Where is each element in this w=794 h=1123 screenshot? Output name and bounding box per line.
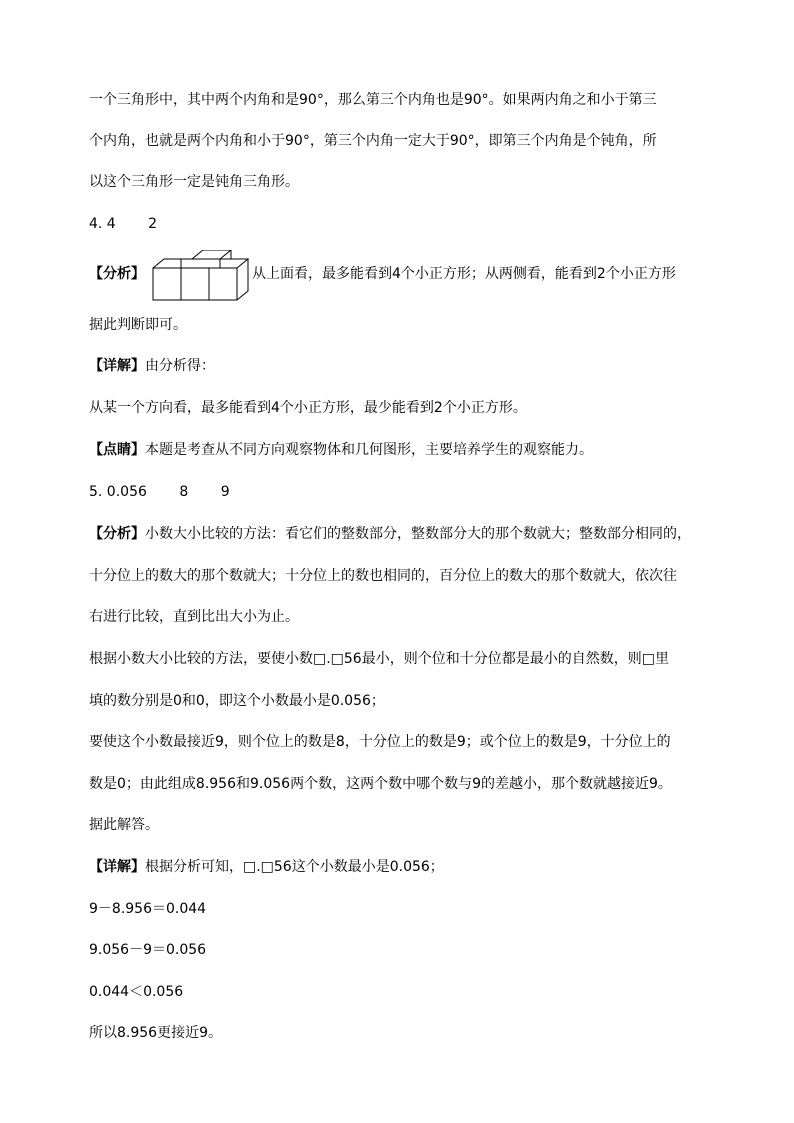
analysis-tag: 【分析】 [89,266,145,282]
cube-front-1 [153,268,181,300]
q5-analysis-1 [89,524,691,544]
q4-analysis-tag [89,264,145,284]
cube-front-2 [181,268,209,300]
q5-answer: 5. 0.056 8 9 [89,484,230,500]
q5-detail [89,857,444,877]
cube-front-3 [209,268,237,300]
analysis-text: 小数大小比较的方法：看它们的整数部分，整数部分大的那个数就大；整数部分相同的， [145,526,691,542]
detail-text: 由分析得： [145,358,215,374]
q5-conclusion: 所以8.956更接近9。 [89,1025,222,1041]
q4-analysis-cont: 据此判断即可。 [89,317,187,333]
q5-reason-2: 填的数分别是0和0，即这个小数最小是0.056； [89,693,385,709]
q5-analysis-2: 十分位上的数大的那个数就大；十分位上的数也相同的，百分位上的数大的那个数就大，依次往 [89,568,677,584]
q5-reason-5: 据此解答。 [89,817,159,833]
q4-answer: 4. 4 2 [89,216,158,232]
cube-right-side [237,259,248,300]
detail-tag: 【详解】 [89,859,145,875]
q4-analysis-text: 从上面看，最多能看到4个小正方形；从两侧看，能看到2个小正方形 [252,266,676,282]
q4-detail-line: 从某一个方向看，最多能看到4个小正方形，最少能看到2个小正方形。 [89,400,527,416]
intro-line-3: 以这个三角形一定是钝角三角形。 [89,174,299,190]
q4-comment [89,440,593,460]
q5-reason-4: 数是0；由此组成8.956和9.056两个数，这两个数中哪个数与9的差越小，那个数就越接近9。 [89,776,672,792]
q5-reason-1: 根据小数大小比较的方法，要使小数□.□56最小，则个位和十分位都是最小的自然数，则□里 [89,651,669,667]
q5-calc-2: 9.056－9＝0.056 [89,942,207,958]
detail-text: 根据分析可知，□.□56这个小数最小是0.056； [145,859,444,875]
cube-top-row [153,259,248,268]
cube-stack-figure [152,250,249,302]
q5-analysis-3: 右进行比较，直到比出大小为止。 [89,609,299,625]
comment-text: 本题是考查从不同方向观察物体和几何图形，主要培养学生的观察能力。 [145,442,593,458]
q4-detail [89,356,215,376]
analysis-tag: 【分析】 [89,526,145,542]
q5-reason-3: 要使这个小数最接近9，则个位上的数是8，十分位上的数是9；或个位上的数是9，十分位上的 [89,734,671,750]
intro-line-2: 个内角，也就是两个内角和小于90°，第三个内角一定大于90°，即第三个内角是个钝角，所 [89,133,657,149]
comment-tag: 【点睛】 [89,442,145,458]
q5-calc-1: 9－8.956＝0.044 [89,901,207,917]
q5-calc-3: 0.044＜0.056 [89,984,184,1000]
upper-cube-top [192,250,231,259]
detail-tag: 【详解】 [89,358,145,374]
intro-line-1: 一个三角形中，其中两个内角和是90°，那么第三个内角也是90°。如果两内角之和小于第三 [89,92,657,108]
